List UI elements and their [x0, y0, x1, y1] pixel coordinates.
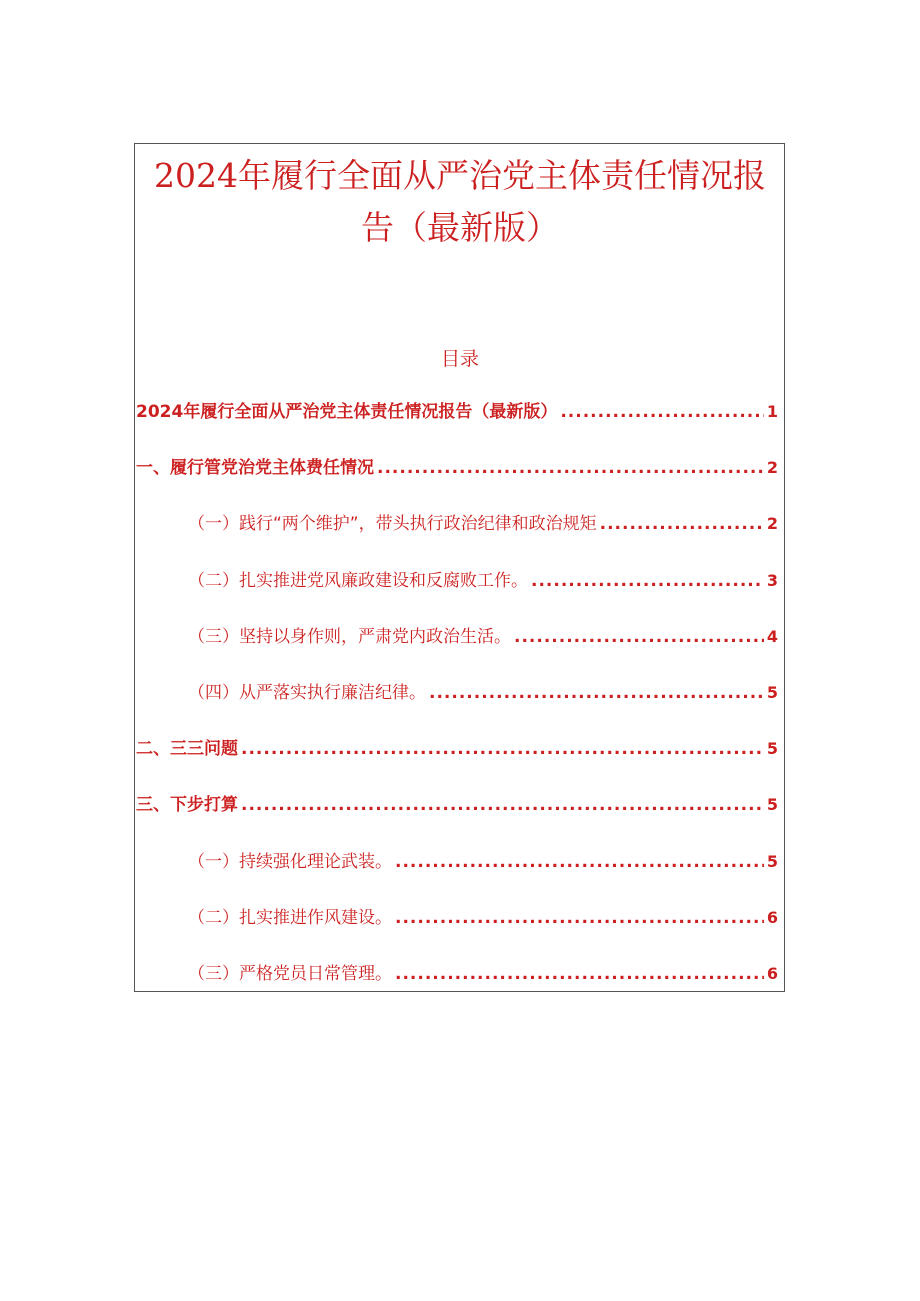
- toc-leader-dots: [241, 739, 764, 759]
- toc-entry-page: 6: [766, 963, 778, 983]
- toc-leader-dots: [531, 571, 764, 591]
- toc-entry-page: 3: [766, 570, 778, 590]
- toc-leader-dots: [395, 964, 764, 984]
- toc-leader-dots: [600, 514, 764, 534]
- table-of-contents: [136, 397, 778, 1015]
- toc-entry-label: （四）从严落实执行廉洁纪律。: [188, 682, 426, 703]
- toc-entry[interactable]: [136, 453, 778, 509]
- toc-entry-label: （二）扎实推进党风廉政建设和反腐败工作。: [188, 570, 528, 591]
- toc-entry-label: （三）坚持以身作则，严肃党内政治生活。: [188, 626, 511, 647]
- toc-entry-page: 4: [766, 626, 778, 646]
- toc-leader-dots: [377, 458, 764, 478]
- toc-entry-label: （二）扎实推进作风建设。: [188, 907, 392, 928]
- toc-entry-page: 6: [766, 907, 778, 927]
- toc-leader-dots: [395, 908, 764, 928]
- toc-heading: 目录: [440, 348, 479, 370]
- toc-entry[interactable]: [136, 847, 778, 903]
- document-title-line-2: 告（最新版）: [361, 208, 559, 247]
- toc-entry-page: 5: [766, 682, 778, 702]
- toc-leader-dots: [560, 402, 764, 422]
- toc-entry-page: 5: [766, 851, 778, 871]
- toc-leader-dots: [395, 852, 764, 872]
- document-title: [0, 150, 920, 254]
- toc-entry[interactable]: [136, 734, 778, 790]
- toc-entry[interactable]: [136, 959, 778, 1015]
- toc-leader-dots: [429, 683, 764, 703]
- toc-entry[interactable]: [136, 790, 778, 846]
- toc-entry-page: 1: [766, 402, 778, 421]
- toc-leader-dots: [514, 627, 764, 647]
- toc-entry-label: 一、履行管党治党主体费任情况: [136, 458, 374, 479]
- toc-entry[interactable]: [136, 622, 778, 678]
- toc-entry-page: 2: [766, 458, 778, 478]
- toc-entry-label: （一）践行“两个维护”，带头执行政治纪律和政治规矩: [188, 514, 597, 535]
- toc-entry-page: 5: [766, 795, 778, 815]
- toc-entry[interactable]: [136, 509, 778, 565]
- document-title-line-1: 2024年履行全面从严治党主体责任情况报: [154, 156, 766, 195]
- toc-entry-label: 2024年履行全面从严治党主体责任情况报告（最新版）: [136, 402, 558, 422]
- toc-entry-label: （三）严格党员日常管理。: [188, 963, 392, 984]
- toc-entry-page: 5: [766, 739, 778, 759]
- toc-entry-label: 三、下步打算: [136, 795, 238, 816]
- toc-entry[interactable]: [136, 397, 778, 453]
- toc-entry[interactable]: [136, 566, 778, 622]
- toc-entry[interactable]: [136, 903, 778, 959]
- toc-entry-label: （一）持续强化理论武装。: [188, 851, 392, 872]
- toc-entry[interactable]: [136, 678, 778, 734]
- toc-leader-dots: [241, 795, 764, 815]
- toc-entry-page: 2: [766, 514, 778, 534]
- toc-entry-label: 二、三三问题: [136, 739, 238, 760]
